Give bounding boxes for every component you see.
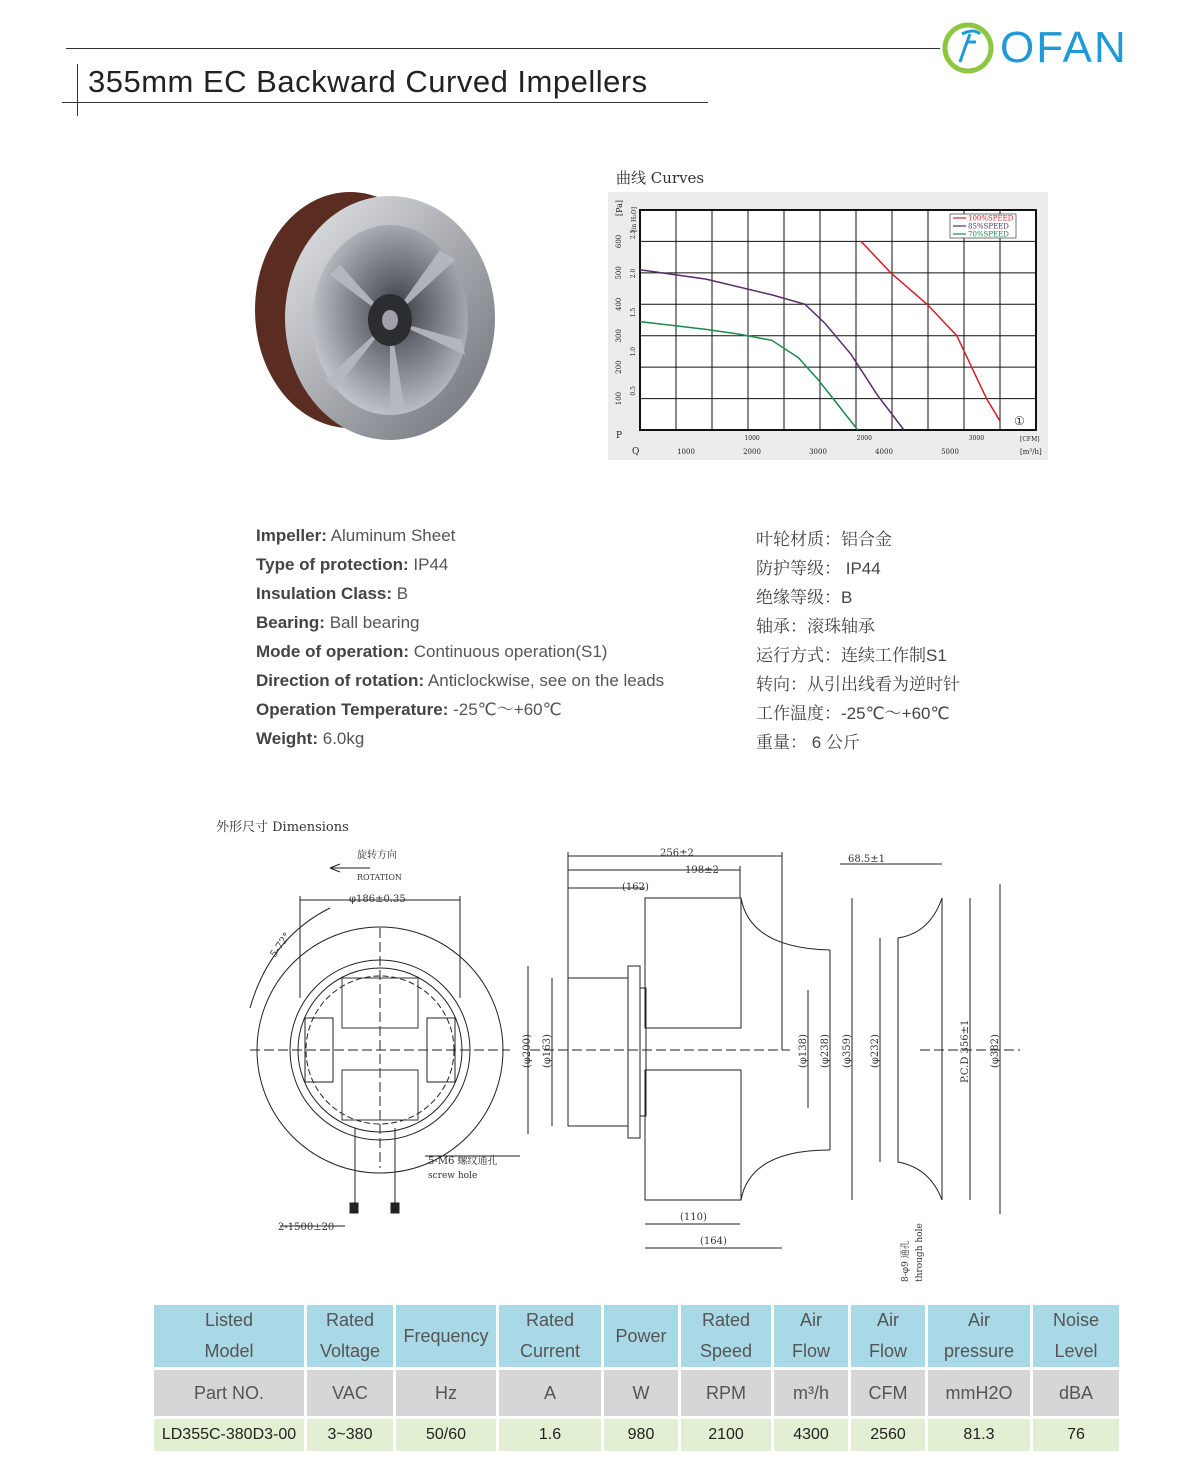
q-axis-label: Q xyxy=(632,447,640,457)
dim-d238: (φ238) xyxy=(820,1034,831,1068)
table-data-cell: 2560 xyxy=(850,1418,927,1452)
spec-en-label: Type of protection: xyxy=(256,555,409,574)
title-marker xyxy=(77,64,78,116)
spec-en-value: Continuous operation(S1) xyxy=(408,642,608,661)
spec-en-label: Weight: xyxy=(256,729,319,748)
cfm-tick-label: 3000 xyxy=(968,435,985,442)
hole-en: through hole xyxy=(915,1223,925,1282)
screw-en: screw hole xyxy=(428,1171,478,1181)
cfm-tick-label: 2000 xyxy=(856,435,872,442)
dim-d186: φ186±0.35 xyxy=(349,894,406,905)
table-unit-cell: CFM xyxy=(850,1369,927,1418)
table-data-cell: 81.3 xyxy=(927,1418,1032,1452)
table-unit-cell: Hz xyxy=(395,1369,498,1418)
spec-en-label: Impeller: xyxy=(256,526,327,545)
chart-legend xyxy=(950,214,1016,239)
table-header-line: Listed xyxy=(204,1310,254,1330)
dim-d163: (φ163) xyxy=(542,1034,553,1068)
spec-en-item xyxy=(256,666,664,695)
p-axis-label: P xyxy=(616,431,623,441)
table-header-line: Frequency xyxy=(403,1325,489,1346)
table-data-cell: 2100 xyxy=(680,1418,773,1452)
table-header-cell xyxy=(927,1305,1032,1369)
table-header-line: Rated xyxy=(325,1310,375,1330)
table-header-cell xyxy=(395,1305,498,1369)
dim-d200: (φ200) xyxy=(522,1034,533,1068)
hole-cn: 8-φ9 通孔 xyxy=(901,1240,911,1282)
spec-en-value: Anticlockwise, see on the leads xyxy=(424,671,665,690)
table-unit-cell: VAC xyxy=(306,1369,395,1418)
table-data-cell: 76 xyxy=(1032,1418,1121,1452)
spec-cn-item: 运行方式：连续工作制S1 xyxy=(756,646,947,665)
impeller-image xyxy=(240,180,500,450)
inh2o-tick-label: 0.5 xyxy=(630,386,637,396)
table-unit-cell: A xyxy=(498,1369,603,1418)
specs-chinese xyxy=(756,525,960,757)
spec-en-item xyxy=(256,695,664,724)
dim-w164: (164) xyxy=(700,1236,727,1247)
spec-en-value: IP44 xyxy=(408,555,449,574)
inh2o-tick-label: 2.0 xyxy=(630,268,637,279)
inh2o-tick-label: 2.5 xyxy=(630,229,637,240)
table-unit-cell: RPM xyxy=(680,1369,773,1418)
pa-tick-label: 600 xyxy=(615,234,623,249)
m3h-tick-label: 1000 xyxy=(677,448,695,456)
dim-w162: (162) xyxy=(622,882,649,893)
spec-cn-item: 绝缘等级：B xyxy=(756,588,853,607)
cfm-tick-label: 1000 xyxy=(744,435,760,442)
dim-angle: 5-72° xyxy=(268,930,294,960)
table-header-line: Noise xyxy=(1052,1310,1100,1330)
spec-en-label: Operation Temperature: xyxy=(256,700,449,719)
spec-cn-item: 工作温度：-25℃～+60℃ xyxy=(756,704,950,723)
dim-w110: (110) xyxy=(680,1212,707,1223)
spec-cn-item: 重量： 6 公斤 xyxy=(756,733,860,752)
legend-70: 70%SPEED xyxy=(968,230,1009,239)
dim-w256: 256±2 xyxy=(660,848,694,859)
table-header-cell xyxy=(773,1305,850,1369)
table-data-cell: LD355C-380D3-00 xyxy=(154,1418,306,1452)
m3h-tick-label: 5000 xyxy=(941,448,959,456)
logo-icon xyxy=(940,20,1000,76)
table-unit-cell: W xyxy=(603,1369,680,1418)
spec-cn-item: 防护等级： IP44 xyxy=(756,559,881,578)
table-header-cell xyxy=(1032,1305,1121,1369)
table-header-cell xyxy=(850,1305,927,1369)
plot-area xyxy=(640,210,1036,430)
spec-en-label: Direction of rotation: xyxy=(256,671,425,690)
table-data-cell: 4300 xyxy=(773,1418,850,1452)
m3h-tick-label: 2000 xyxy=(743,448,761,456)
table-header-line: Level xyxy=(1054,1341,1098,1361)
table-header-line: Rated xyxy=(701,1310,751,1330)
cfm-unit: [CFM] xyxy=(1020,436,1040,443)
dimensions-title: 外形尺寸 Dimensions xyxy=(216,820,349,835)
rotation-cn: 旋转方向 xyxy=(357,850,397,861)
specs-english xyxy=(256,521,664,753)
legend-85: 85%SPEED xyxy=(968,222,1009,231)
spec-en-value: -25℃～+60℃ xyxy=(448,700,562,719)
inh2o-tick-label: 1.0 xyxy=(630,346,637,357)
spec-en-value: Ball bearing xyxy=(324,613,420,632)
spec-en-item xyxy=(256,579,664,608)
legend-100: 100%SPEED xyxy=(968,214,1014,223)
dim-pcd: P.C.D 356±1 xyxy=(960,1019,971,1083)
pa-tick-label: 200 xyxy=(615,360,623,374)
m3h-unit: [m³/h] xyxy=(1020,448,1042,456)
curves-title: 曲线 Curves xyxy=(616,169,705,187)
table-header-line: Power xyxy=(615,1325,667,1346)
pa-tick-label: 500 xyxy=(615,266,623,280)
spec-en-label: Mode of operation: xyxy=(256,642,409,661)
table-data-cell: 3~380 xyxy=(306,1418,395,1452)
dim-d382: (φ382) xyxy=(990,1034,1001,1068)
table-data-row xyxy=(154,1418,1121,1452)
page-title: 355mm EC Backward Curved Impellers xyxy=(88,64,648,99)
table-header-line: Air xyxy=(800,1310,822,1330)
m3h-tick-label: 3000 xyxy=(809,448,827,456)
dim-lead: 2-1500±20 xyxy=(278,1222,335,1233)
spec-en-label: Bearing: xyxy=(256,613,325,632)
screw-cn: 5-M6 螺纹通孔 xyxy=(428,1156,498,1167)
table-unit-cell: m³/h xyxy=(773,1369,850,1418)
title-underline xyxy=(62,102,708,103)
m3h-tick-label: 4000 xyxy=(875,448,893,456)
table-header-row xyxy=(154,1305,1121,1369)
dim-d232: (φ232) xyxy=(870,1034,881,1068)
table-header-cell xyxy=(498,1305,603,1369)
table-header-line: Flow xyxy=(868,1341,907,1361)
table-header-cell xyxy=(603,1305,680,1369)
table-header-line: Rated xyxy=(525,1310,575,1330)
curve-marker: ① xyxy=(1014,414,1025,428)
table-units-row xyxy=(154,1369,1121,1418)
table-data-cell: 1.6 xyxy=(498,1418,603,1452)
table-data-cell: 980 xyxy=(603,1418,680,1452)
pa-tick-label: 300 xyxy=(615,329,623,343)
table-header-line: Flow xyxy=(791,1341,830,1361)
table-header-line: Air xyxy=(968,1310,990,1330)
table-unit-cell: dBA xyxy=(1032,1369,1121,1418)
table-data-cell: 50/60 xyxy=(395,1418,498,1452)
inh2o-unit: [in H₂O] xyxy=(631,207,638,232)
table-header-cell xyxy=(306,1305,395,1369)
spec-en-item xyxy=(256,637,664,666)
pa-tick-label: 400 xyxy=(615,297,623,311)
dim-d138: (φ138) xyxy=(798,1034,809,1068)
spec-en-item xyxy=(256,724,664,753)
table-header-line: Voltage xyxy=(319,1341,381,1361)
table-header-line: Current xyxy=(519,1341,581,1361)
table-header-line: Model xyxy=(204,1341,254,1361)
spec-cn-item: 叶轮材质：铝合金 xyxy=(756,530,892,549)
top-rule xyxy=(66,48,940,49)
table-header-cell xyxy=(680,1305,773,1369)
rotation-en: ROTATION xyxy=(357,873,402,882)
table-header-cell xyxy=(154,1305,306,1369)
table-header-line: Air xyxy=(877,1310,899,1330)
spec-en-item xyxy=(256,550,664,579)
dim-w68: 68.5±1 xyxy=(848,854,886,865)
spec-en-value: Aluminum Sheet xyxy=(326,526,456,545)
curves-chart xyxy=(608,192,1048,460)
pa-unit: [Pa] xyxy=(615,199,624,216)
table-header-line: pressure xyxy=(943,1341,1015,1361)
logo-text: OFAN xyxy=(1000,23,1128,72)
dimension-drawing xyxy=(230,838,1030,1288)
pa-tick-label: 100 xyxy=(615,391,623,406)
spec-table xyxy=(154,1305,1122,1451)
table-unit-cell: mmH2O xyxy=(927,1369,1032,1418)
dim-d359: (φ359) xyxy=(842,1034,853,1068)
dim-w198: 198±2 xyxy=(685,865,719,876)
table-header-line: Speed xyxy=(699,1341,753,1361)
inh2o-tick-label: 1.5 xyxy=(630,307,637,318)
spec-en-value: B xyxy=(392,584,409,603)
spec-cn-item: 转向：从引出线看为逆时针 xyxy=(756,675,960,694)
table-unit-cell: Part NO. xyxy=(154,1369,306,1418)
spec-en-item xyxy=(256,608,664,637)
front-view xyxy=(250,864,520,1226)
spec-en-label: Insulation Class: xyxy=(256,584,393,603)
spec-en-value: 6.0kg xyxy=(318,729,365,748)
spec-cn-item: 轴承：滚珠轴承 xyxy=(756,617,875,636)
spec-en-item xyxy=(256,521,664,550)
